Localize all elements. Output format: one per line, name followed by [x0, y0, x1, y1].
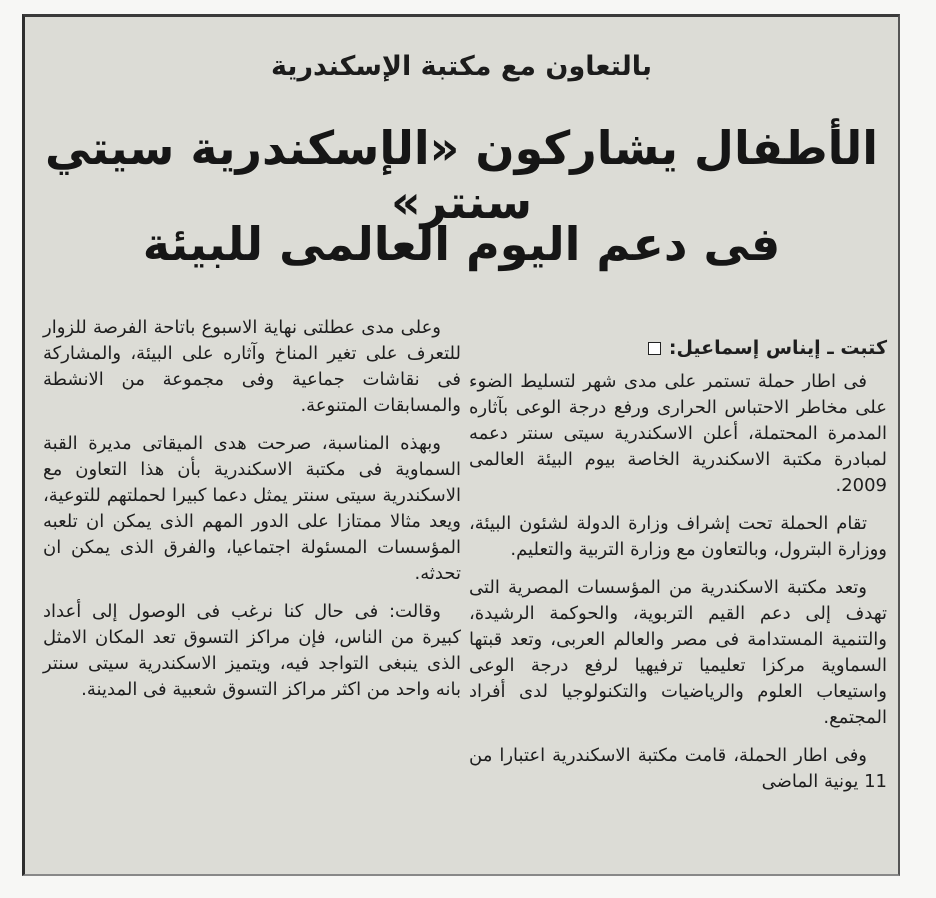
paragraph: وتعد مكتبة الاسكندرية من المؤسسات المصرية التى تهدف إلى دعم القيم التربوية، والحوكمة الرشيدة، والتنمية المستدامة فى مصر والعالم العربى، وتعد قبتها السماوية مركزا تعليميا ترفيهيا لرفع درجة الوعى واستيعاب العلوم والرياضيات والتكنولوجيا لدى أفراد المجتمع. — [469, 577, 887, 728]
article-headline-line-2: فى دعم اليوم العالمى للبيئة — [142, 217, 781, 271]
paragraph: وفى اطار الحملة، قامت مكتبة الاسكندرية اعتبارا من 11 يونية الماضى — [469, 745, 887, 792]
article-column-right — [469, 335, 887, 807]
byline-text: كتبت ـ إيناس إسماعيل: — [668, 337, 887, 359]
paragraph: تقام الحملة تحت إشراف وزارة الدولة لشئون البيئة، ووزارة البترول، وبالتعاون مع وزارة التربية والتعليم. — [469, 513, 887, 560]
paragraph: وبهذه المناسبة، صرحت هدى الميقاتى مديرة القبة السماوية فى مكتبة الاسكندرية بأن هذا التعاون مع الاسكندرية سيتى سنتر يمثل دعما كبيرا لحملتهم للتوعية، ويعد مثالا ممتازا على الدور المهم الذى يمكن ان تلعبه المؤسسات المسئولة اجتماعيا، والفرق الذى يمكن ان تحدثه. — [43, 433, 461, 584]
paragraph: وعلى مدى عطلتى نهاية الاسبوع باتاحة الفرصة للزوار للتعرف على تغير المناخ وآثاره على البيئة، والمشاركة فى نقاشات جماعية وفى مجموعة من الانشطة والمسابقات المتنوعة. — [43, 317, 461, 416]
article-byline — [469, 335, 887, 361]
paragraph: فى اطار حملة تستمر على مدى شهر لتسليط الضوء على مخاطر الاحتباس الحرارى ورفع درجة الوعى بآثاره المدمرة المحتملة، أعلن الاسكندرية سيتى سنتر دعمه لمبادرة مكتبة الاسكندرية الخاصة بيوم البيئة العالمى 2009. — [469, 371, 887, 496]
article-headline-line-1: الأطفال يشاركون «الإسكندرية سيتي سنتر» — [44, 121, 878, 229]
newspaper-clipping — [22, 14, 900, 876]
article-kicker: بالتعاون مع مكتبة الإسكندرية — [270, 51, 653, 82]
article-column-left — [43, 315, 461, 715]
paragraph: وقالت: فى حال كنا نرغب فى الوصول إلى أعداد كبيرة من الناس، فإن مراكز التسوق تعد المكان الامثل الذى ينبغى التواجد فيه، ويتميز الاسكندرية سيتى سنتر بانه واحد من اكثر مراكز التسوق شعبية فى المدينة. — [43, 601, 461, 700]
square-bullet-icon — [648, 342, 661, 355]
